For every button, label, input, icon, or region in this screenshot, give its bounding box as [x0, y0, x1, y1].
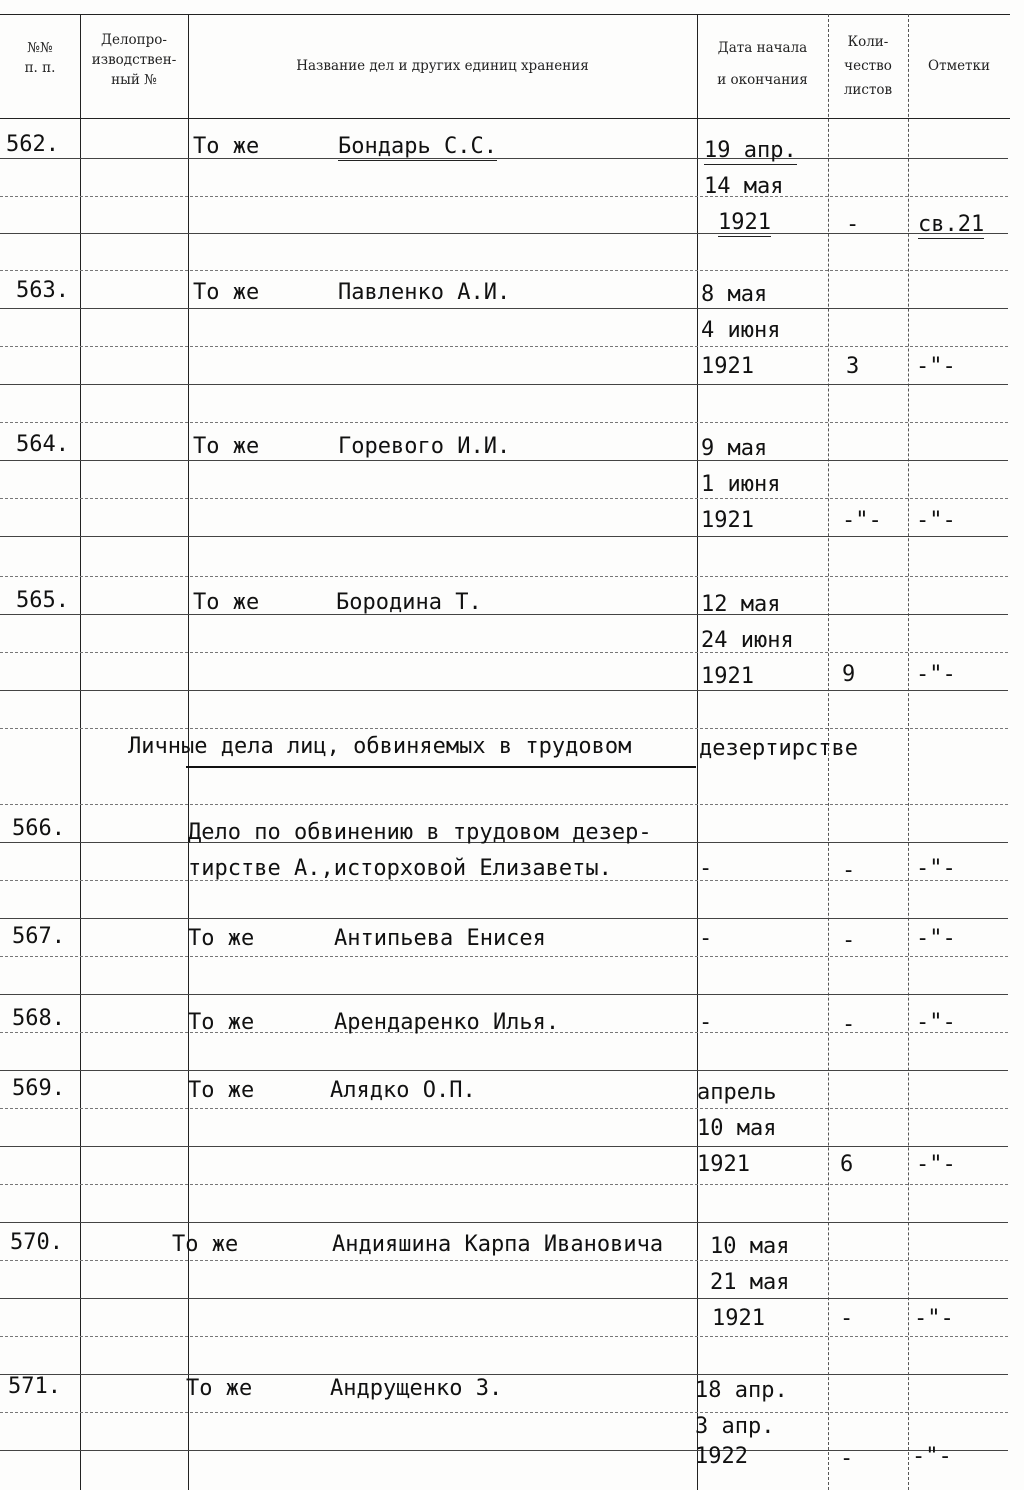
- row-name: Бородина Т.: [336, 590, 482, 615]
- row-date-start: 9 мая: [701, 436, 768, 461]
- row-note: -"-: [916, 662, 956, 687]
- row-date: -: [699, 926, 713, 951]
- row-date-end: 21 мая: [710, 1270, 790, 1295]
- row-date: -: [699, 856, 713, 881]
- row-note: -"-: [916, 508, 956, 533]
- row-title: То же: [193, 134, 260, 159]
- row-count: 3: [846, 354, 860, 379]
- row-year: 1921: [701, 354, 754, 379]
- row-date-start: 19 апр.: [704, 138, 797, 163]
- header-count-line3: листов: [843, 82, 893, 98]
- row-number: 565.: [16, 588, 69, 613]
- header-office-line2: изводствен-: [91, 52, 177, 68]
- rule: [0, 498, 1008, 499]
- row-number: 569.: [12, 1076, 65, 1101]
- row-number: 567.: [12, 924, 65, 949]
- row-year: 1921: [701, 508, 754, 533]
- col-divider-5: [908, 14, 909, 1490]
- row-year: 1921: [718, 210, 771, 235]
- rule: [0, 422, 1008, 423]
- rule: [0, 1412, 1008, 1413]
- rule: [0, 1184, 1008, 1185]
- rule: [0, 196, 1008, 197]
- row-note: -"-: [916, 354, 956, 379]
- header-bottom-border: [0, 118, 1010, 119]
- row-year: 1921: [712, 1306, 765, 1331]
- rule: [0, 1450, 1008, 1451]
- header-date: [697, 38, 828, 90]
- row-name: Павленко А.И.: [338, 280, 511, 305]
- row-note: -"-: [912, 1444, 952, 1469]
- row-name: Антипьева Енисея: [334, 926, 546, 951]
- rule: [0, 384, 1008, 385]
- row-date-end: 4 июня: [701, 318, 781, 343]
- header-count: [828, 32, 908, 100]
- row-note: -"-: [916, 1152, 956, 1177]
- header-date-line2: и окончания: [717, 72, 808, 88]
- row-count: -: [842, 928, 856, 953]
- row-count: -: [840, 1306, 854, 1331]
- row-title: То же: [193, 590, 260, 615]
- row-title: То же: [188, 926, 255, 951]
- header-office-line3: ный №: [111, 72, 157, 88]
- rule: [0, 1222, 1008, 1223]
- row-date-start: 8 мая: [701, 282, 768, 307]
- row-year: 1921: [697, 1152, 750, 1177]
- header-num: [0, 38, 80, 78]
- row-date-end: 14 мая: [704, 174, 784, 199]
- row-name: Алядко О.П.: [330, 1078, 476, 1103]
- row-title: То же: [188, 1010, 255, 1035]
- row-number: 566.: [12, 816, 65, 841]
- row-date-end: 24 июня: [701, 628, 794, 653]
- row-count: -: [840, 1446, 854, 1471]
- rule: [0, 728, 1008, 729]
- rule: [0, 690, 1008, 691]
- row-title-line1: Дело по обвинению в трудовом дезер-: [188, 820, 652, 845]
- row-title: То же: [172, 1232, 239, 1257]
- rule: [0, 1146, 1008, 1147]
- row-count: -: [842, 1012, 856, 1037]
- row-title-line2: тирстве А.,исторховой Елизаветы.: [188, 856, 612, 881]
- row-name: Андрущенко З.: [330, 1376, 503, 1401]
- row-date-start: апрель: [697, 1080, 777, 1105]
- header-num-line1: №№: [27, 40, 53, 56]
- rule: [0, 1070, 1008, 1071]
- row-date-start: 10 мая: [710, 1234, 790, 1259]
- row-number: 563.: [16, 278, 69, 303]
- row-date-end: 1 июня: [701, 472, 781, 497]
- header-notes: Отметки: [928, 58, 990, 74]
- row-date: -: [699, 1010, 713, 1035]
- rule: [0, 270, 1008, 271]
- row-number: 564.: [16, 432, 69, 457]
- rule: [0, 576, 1008, 577]
- row-number: 562.: [6, 132, 59, 157]
- row-year: 1921: [701, 664, 754, 689]
- header-count-line1: Коли-: [847, 34, 889, 50]
- row-title: То же: [193, 434, 260, 459]
- row-count: -: [842, 858, 856, 883]
- header-count-line2: чество: [844, 58, 892, 74]
- rule: [0, 614, 1008, 615]
- rule: [0, 1108, 1008, 1109]
- rule: [0, 158, 1008, 159]
- rule: [0, 956, 1008, 957]
- rule: [0, 1374, 1008, 1375]
- header-title: Название дел и других единиц хранения: [296, 58, 589, 74]
- row-name: Андияшина Карпа Ивановича: [332, 1232, 664, 1257]
- row-count: -"-: [842, 508, 882, 533]
- rule: [0, 918, 1008, 919]
- rule: [0, 308, 1008, 309]
- row-date-end: 10 мая: [697, 1116, 777, 1141]
- rule: [0, 994, 1008, 995]
- row-name: Бондарь С.С.: [338, 134, 497, 159]
- row-date-end: 3 апр.: [695, 1414, 775, 1439]
- header-date-line1: Дата начала: [717, 40, 808, 56]
- section-underline: [186, 766, 696, 768]
- section-heading-right: дезертирстве: [699, 736, 858, 761]
- header-office: [80, 30, 188, 90]
- col-divider-1: [80, 14, 81, 1490]
- row-name: Арендаренко Илья.: [334, 1010, 560, 1035]
- row-date-start: 12 мая: [701, 592, 781, 617]
- row-title: То же: [193, 280, 260, 305]
- rule: [0, 1298, 1008, 1299]
- row-title: То же: [188, 1078, 255, 1103]
- row-count: 9: [842, 662, 856, 687]
- row-note: -"-: [914, 1306, 954, 1331]
- col-divider-3: [697, 14, 698, 1490]
- header-num-line2: п. п.: [24, 60, 56, 76]
- rule: [0, 804, 1008, 805]
- row-note: -"-: [916, 926, 956, 951]
- rule: [0, 536, 1008, 537]
- top-border: [0, 14, 1010, 15]
- row-name: Горевого И.И.: [338, 434, 511, 459]
- rule: [0, 652, 1008, 653]
- row-number: 570.: [10, 1230, 63, 1255]
- row-title: То же: [186, 1376, 253, 1401]
- section-heading-left: Личные дела лиц, обвиняемых в трудовом: [128, 734, 632, 759]
- row-number: 571.: [8, 1374, 61, 1399]
- row-count: -: [846, 212, 860, 237]
- rule: [0, 1336, 1008, 1337]
- row-note: св.21: [918, 212, 985, 237]
- row-date-start: 18 апр.: [695, 1378, 788, 1403]
- row-number: 568.: [12, 1006, 65, 1031]
- row-year: 1922: [695, 1444, 748, 1469]
- row-count: 6: [840, 1152, 854, 1177]
- row-note: -"-: [916, 856, 956, 881]
- row-note: -"-: [916, 1010, 956, 1035]
- rule: [0, 346, 1008, 347]
- rule: [0, 460, 1008, 461]
- rule: [0, 1260, 1008, 1261]
- header-office-line1: Делопро-: [101, 32, 167, 48]
